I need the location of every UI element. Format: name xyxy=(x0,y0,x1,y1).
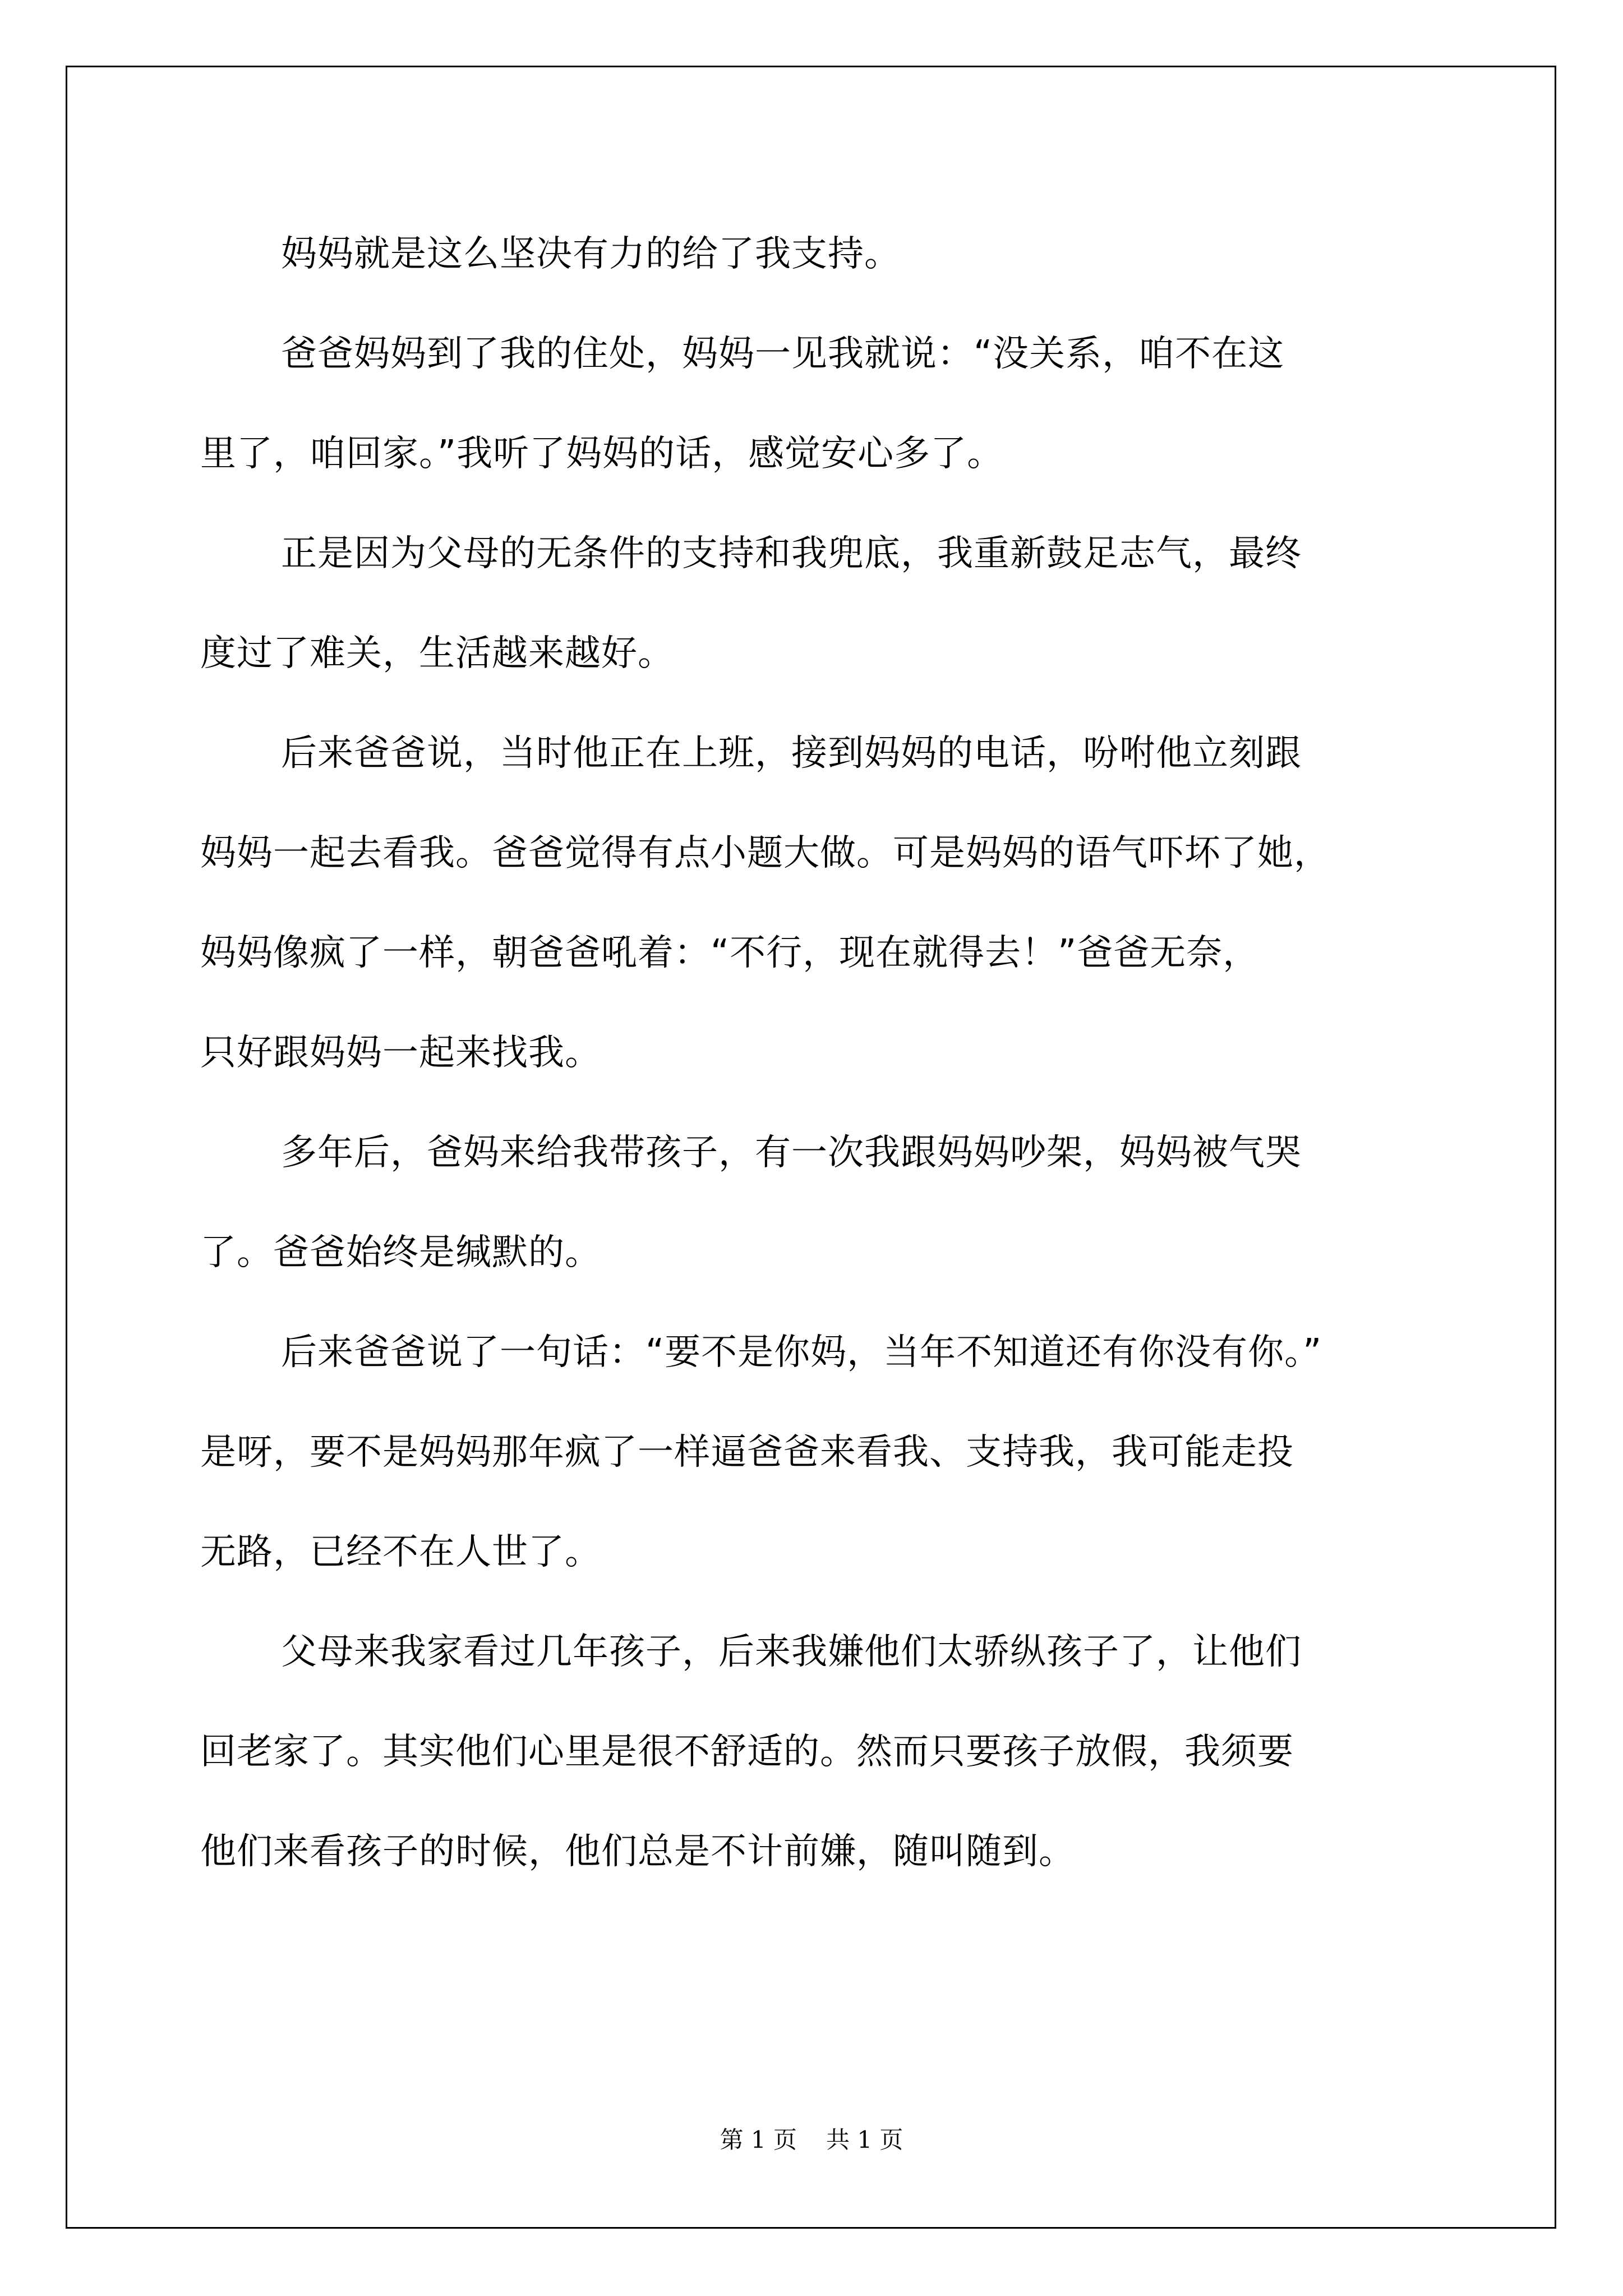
text-line: 父母来我家看过几年孩子，后来我嫌他们太骄纵孩子了，让他们 xyxy=(281,1631,1302,1673)
text-line: 后来爸爸说，当时他正在上班，接到妈妈的电话，吩咐他立刻跟 xyxy=(281,733,1302,774)
text-line: 爸爸妈妈到了我的住处，妈妈一见我就说：“没关系，咱不在这 xyxy=(281,333,1285,375)
text-line: 正是因为父母的无条件的支持和我兜底，我重新鼓足志气，最终 xyxy=(281,533,1302,574)
text-line: 只好跟妈妈一起来找我。 xyxy=(200,1032,601,1074)
text-line: 里了，咱回家。”我听了妈妈的话，感觉安心多了。 xyxy=(200,433,1004,475)
page-number: 第 1 页 xyxy=(720,2126,797,2154)
document-body xyxy=(200,204,1434,1902)
page-footer xyxy=(0,2123,1623,2157)
text-line: 他们来看孩子的时候，他们总是不计前嫌，随叫随到。 xyxy=(200,1831,1075,1872)
text-line: 多年后，爸妈来给我带孩子，有一次我跟妈妈吵架，妈妈被气哭 xyxy=(281,1132,1302,1174)
page-total: 共 1 页 xyxy=(826,2126,903,2154)
text-line: 后来爸爸说了一句话：“要不是你妈，当年不知道还有你没有你。” xyxy=(281,1332,1322,1373)
text-line: 妈妈就是这么坚决有力的给了我支持。 xyxy=(281,233,901,275)
text-line: 了。爸爸始终是缄默的。 xyxy=(200,1232,601,1273)
text-line: 是呀，要不是妈妈那年疯了一样逼爸爸来看我、支持我，我可能走投 xyxy=(200,1432,1294,1473)
text-line: 妈妈一起去看我。爸爸觉得有点小题大做。可是妈妈的语气吓坏了她， xyxy=(200,832,1330,874)
text-line: 无路，已经不在人世了。 xyxy=(200,1531,601,1573)
text-line: 妈妈像疯了一样，朝爸爸吼着：“不行，现在就得去！”爸爸无奈， xyxy=(200,932,1260,974)
text-line: 度过了难关，生活越来越好。 xyxy=(200,633,674,674)
text-line: 回老家了。其实他们心里是很不舒适的。然而只要孩子放假，我须要 xyxy=(200,1731,1294,1773)
